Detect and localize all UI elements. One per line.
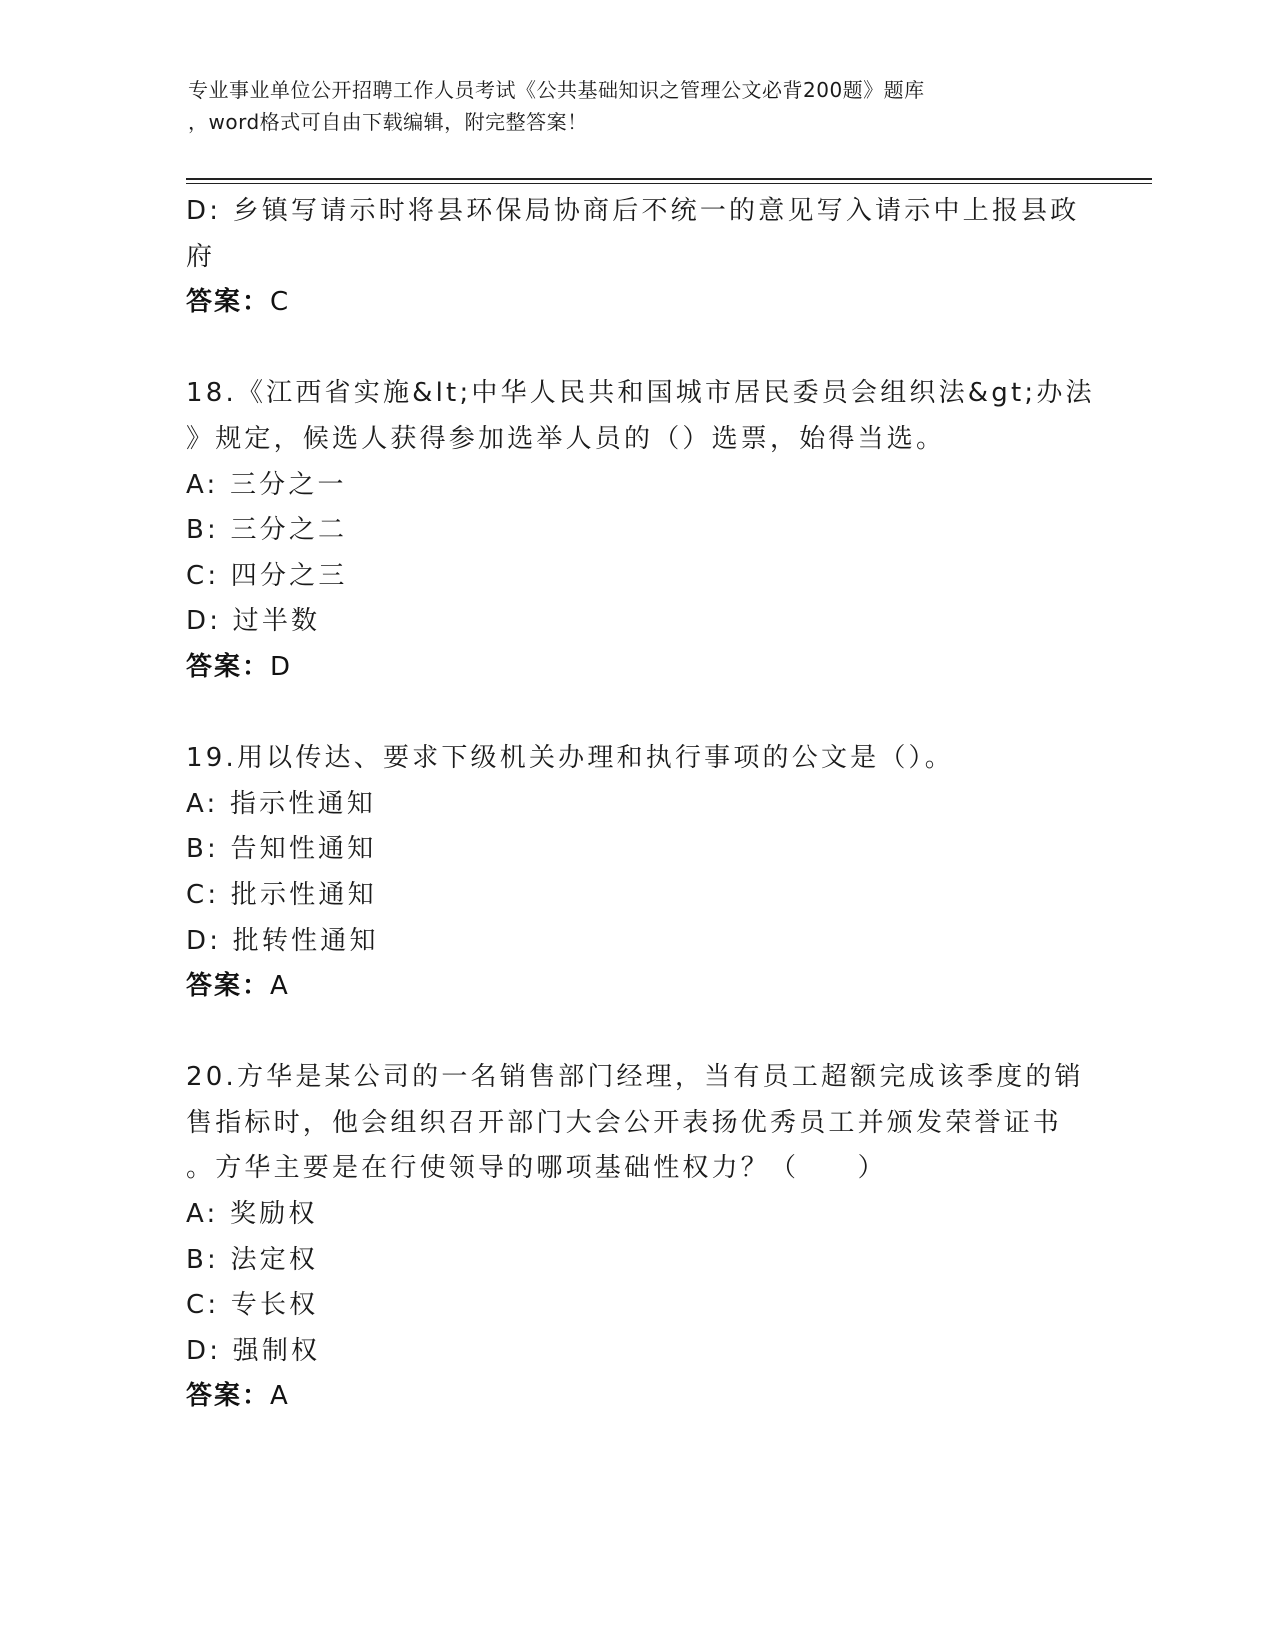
question-stem-line: 售指标时，他会组织召开部门大会公开表扬优秀员工并颁发荣誉证书 bbox=[186, 1107, 1063, 1138]
header-divider-thin bbox=[186, 183, 1152, 184]
question-18 bbox=[186, 371, 1095, 690]
answer-value: A bbox=[270, 971, 290, 1002]
option-c: C: 批示性通知 bbox=[186, 879, 377, 910]
question-20 bbox=[186, 1055, 1086, 1420]
question-stem-line: 20.方华是某公司的一名销售部门经理，当有员工超额完成该季度的销 bbox=[186, 1062, 1084, 1093]
answer bbox=[186, 1374, 1086, 1420]
option-b: B: 告知性通知 bbox=[186, 834, 377, 865]
answer-label: 答案： bbox=[186, 971, 271, 1002]
answer-label: 答案： bbox=[186, 651, 271, 682]
question-stem-line: 18.《江西省实施&lt;中华人民共和国城市居民委员会组织法&gt;办法 bbox=[186, 378, 1095, 409]
question-spacer bbox=[186, 326, 1086, 372]
option-c: C: 四分之三 bbox=[186, 560, 348, 591]
header-title-line-1: 专业事业单位公开招聘工作人员考试《公共基础知识之管理公文必背200题》题库 bbox=[188, 78, 925, 102]
question-stem-line: 19.用以传达、要求下级机关办理和执行事项的公文是（）。 bbox=[186, 743, 954, 774]
header-title-line-2: ，word格式可自由下载编辑，附完整答案！ bbox=[188, 110, 588, 134]
option-b: B: 法定权 bbox=[186, 1244, 319, 1275]
option-c: C: 专长权 bbox=[186, 1290, 319, 1321]
answer bbox=[186, 280, 1086, 326]
question-stem-line: 。方华主要是在行使领导的哪项基础性权力？（ ） bbox=[186, 1153, 887, 1184]
option-a: A: 指示性通知 bbox=[186, 788, 376, 819]
answer-label: 答案： bbox=[186, 287, 271, 318]
question-spacer bbox=[186, 691, 1086, 737]
answer bbox=[186, 645, 1086, 691]
option-d-line-2: 府 bbox=[186, 241, 216, 272]
question-spacer bbox=[186, 1010, 1086, 1056]
option-a: A: 三分之一 bbox=[186, 469, 347, 500]
question-17-continuation bbox=[186, 189, 1086, 326]
option-d: D: 强制权 bbox=[186, 1335, 321, 1366]
option-a: A: 奖励权 bbox=[186, 1199, 318, 1230]
option-d-line-1: D: 乡镇写请示时将县环保局协商后不统一的意见写入请示中上报县政 bbox=[186, 196, 1080, 226]
answer-value: D bbox=[270, 651, 293, 682]
document-header bbox=[188, 74, 1088, 138]
header-divider-thick bbox=[186, 178, 1152, 180]
question-stem-line: 》规定，候选人获得参加选举人员的（）选票，始得当选。 bbox=[186, 423, 946, 454]
option-b: B: 三分之二 bbox=[186, 515, 348, 546]
option-d: D: 批转性通知 bbox=[186, 925, 379, 956]
answer bbox=[186, 964, 1086, 1010]
answer-value: C bbox=[270, 287, 291, 318]
document-body bbox=[186, 189, 1095, 1420]
option-d: D: 过半数 bbox=[186, 606, 321, 637]
answer-label: 答案： bbox=[186, 1381, 271, 1412]
question-19 bbox=[186, 736, 1086, 1010]
answer-value: A bbox=[270, 1381, 290, 1412]
